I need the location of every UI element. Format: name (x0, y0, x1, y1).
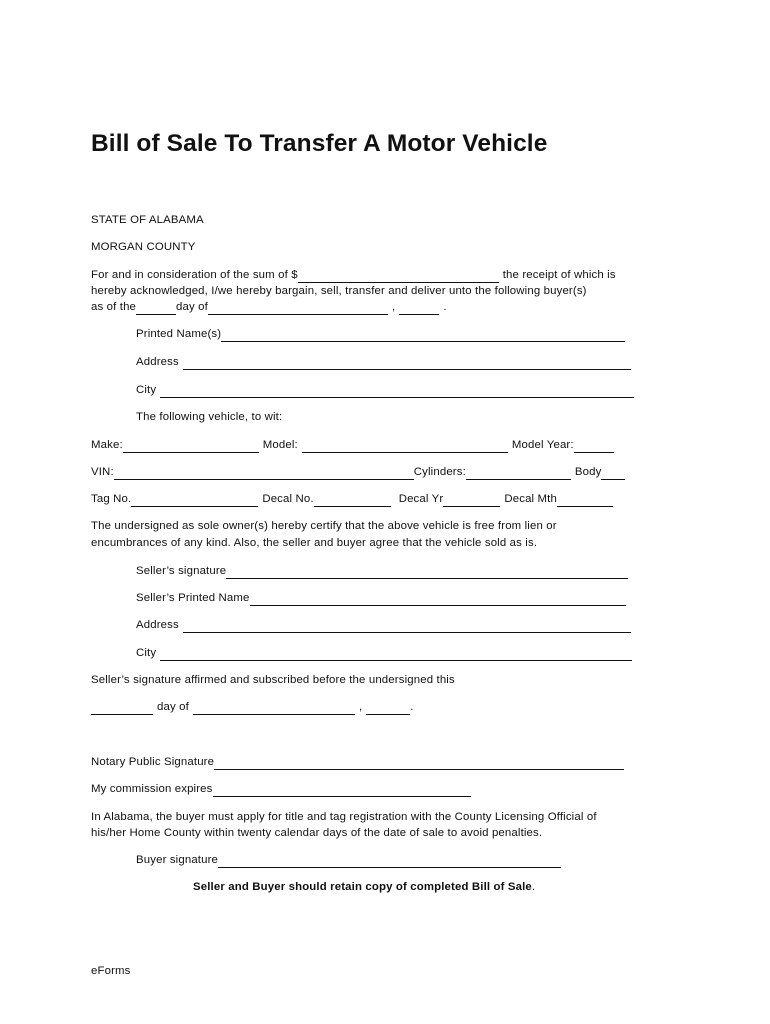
sum-field[interactable] (298, 271, 499, 283)
affirm-period: . (410, 701, 414, 713)
consideration-text-a: For and in consideration of the sum of $ (91, 269, 298, 281)
buyer-printed-name-label: Printed Name(s) (136, 328, 222, 340)
make-label: Make: (91, 439, 123, 451)
notary-signature-row (91, 754, 624, 770)
decal-mth-field[interactable] (557, 495, 613, 507)
model-field[interactable] (302, 441, 508, 453)
seller-signature-label: Seller’s signature (136, 565, 227, 577)
county-label: MORGAN COUNTY (91, 241, 196, 253)
consideration-line-2: hereby acknowledged, I/we hereby bargain, sell, transfer and deliver unto the following buyer(s) (91, 285, 587, 297)
buyer-printed-name-row (136, 326, 625, 342)
buyer-printed-name-field[interactable] (221, 330, 625, 342)
consideration-text-b: the receipt of which is (502, 269, 616, 281)
consideration-line-3 (91, 299, 447, 315)
seller-city-label: City (136, 647, 157, 659)
affirm-text: Seller’s signature affirmed and subscribed before the undersigned this (91, 674, 455, 686)
affirm-year-field[interactable] (366, 703, 410, 715)
decal-yr-label: Decal Yr (398, 493, 444, 505)
model-label: Model: (262, 439, 298, 451)
cylinders-label: Cylinders: (413, 466, 466, 478)
vehicle-intro: The following vehicle, to wit: (136, 411, 283, 423)
as-of-label: as of the (91, 301, 137, 313)
buyer-signature-label: Buyer signature (136, 854, 219, 866)
transfer-day-field[interactable] (136, 303, 176, 315)
alabama-note-line-1: In Alabama, the buyer must apply for title and tag registration with the County Licensing Official of (91, 811, 597, 823)
affirm-day-field[interactable] (91, 703, 153, 715)
commission-label: My commission expires (91, 783, 213, 795)
consideration-line-1 (91, 267, 616, 283)
vehicle-row-2 (91, 464, 625, 480)
tag-no-field[interactable] (131, 495, 258, 507)
seller-city-field[interactable] (160, 649, 632, 661)
seller-address-field[interactable] (183, 621, 631, 633)
retain-note: Seller and Buyer should retain copy of completed Bill of Sale (193, 881, 532, 893)
retain-note-row (193, 879, 535, 895)
affirm-date-row (91, 699, 414, 715)
buyer-signature-field[interactable] (218, 856, 561, 868)
buyer-signature-row (136, 852, 561, 868)
period: . (443, 301, 447, 313)
buyer-address-field[interactable] (183, 358, 631, 370)
certify-line-2: encumbrances of any kind. Also, the seller and buyer agree that the vehicle sold as is. (91, 537, 538, 549)
commission-row (91, 781, 471, 797)
model-year-label: Model Year: (511, 439, 574, 451)
seller-printed-name-label: Seller’s Printed Name (136, 592, 250, 604)
body-label: Body (574, 466, 602, 478)
seller-printed-name-row (136, 590, 626, 606)
body-field[interactable] (601, 468, 625, 480)
decal-yr-field[interactable] (443, 495, 500, 507)
decal-mth-label: Decal Mth (504, 493, 557, 505)
page-title: Bill of Sale To Transfer A Motor Vehicle (91, 130, 548, 157)
affirm-comma: , (358, 701, 363, 713)
decal-no-label: Decal No. (262, 493, 314, 505)
seller-city-row (136, 645, 632, 661)
seller-signature-row (136, 563, 628, 579)
seller-address-row (136, 617, 631, 633)
cylinders-field[interactable] (466, 468, 571, 480)
seller-address-label: Address (136, 619, 179, 631)
vin-label: VIN: (91, 466, 114, 478)
vehicle-row-1 (91, 437, 614, 453)
make-field[interactable] (123, 441, 259, 453)
footer-brand: eForms (91, 965, 131, 977)
vehicle-row-3 (91, 491, 613, 507)
model-year-field[interactable] (574, 441, 614, 453)
transfer-month-field[interactable] (208, 303, 388, 315)
state-label: STATE OF ALABAMA (91, 214, 204, 226)
affirm-month-field[interactable] (193, 703, 355, 715)
commission-field[interactable] (213, 785, 471, 797)
comma: , (391, 301, 396, 313)
buyer-address-row (136, 354, 631, 370)
seller-printed-name-field[interactable] (250, 594, 626, 606)
transfer-year-field[interactable] (399, 303, 439, 315)
buyer-address-label: Address (136, 356, 179, 368)
decal-no-field[interactable] (314, 495, 391, 507)
certify-line-1: The undersigned as sole owner(s) hereby certify that the above vehicle is free from lien or (91, 520, 557, 532)
day-of-label: day of (176, 301, 208, 313)
retain-note-period: . (531, 881, 536, 893)
vin-field[interactable] (114, 468, 414, 480)
notary-signature-label: Notary Public Signature (91, 756, 215, 768)
buyer-city-field[interactable] (160, 386, 634, 398)
tag-no-label: Tag No. (91, 493, 132, 505)
buyer-city-label: City (136, 384, 157, 396)
affirm-day-of-label: day of (157, 701, 189, 713)
notary-signature-field[interactable] (214, 758, 624, 770)
seller-signature-field[interactable] (226, 567, 628, 579)
buyer-city-row (136, 382, 634, 398)
alabama-note-line-2: his/her Home County within twenty calendar days of the date of sale to avoid penalties. (91, 827, 543, 839)
